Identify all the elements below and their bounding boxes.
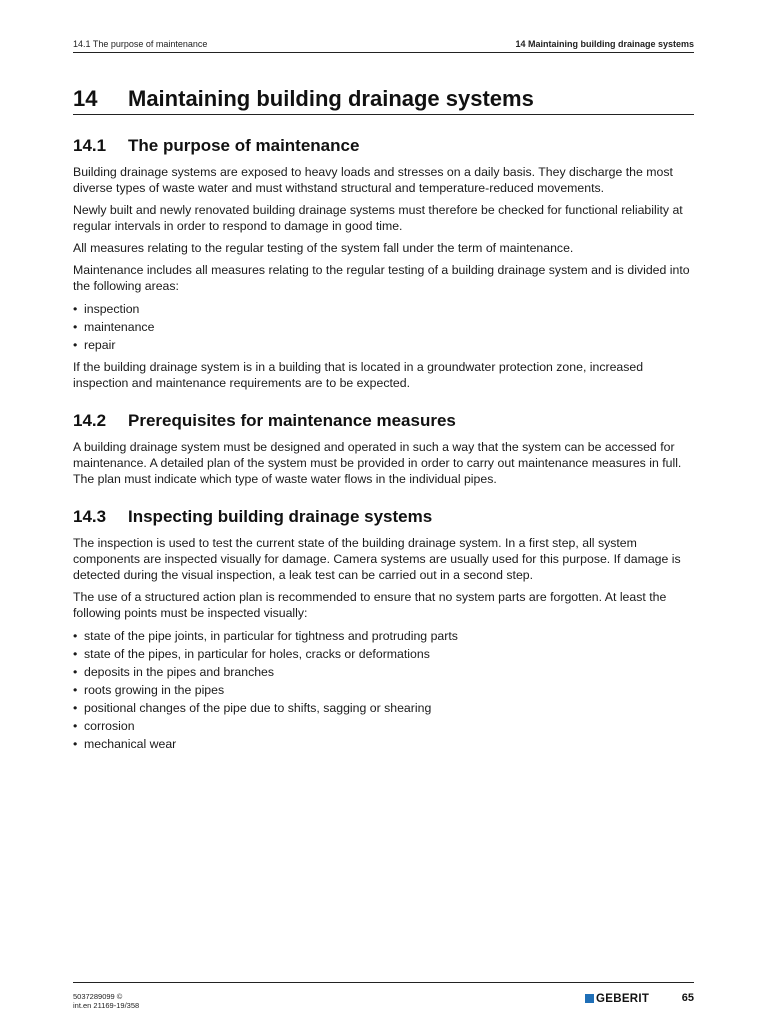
footer-divider bbox=[73, 982, 694, 983]
doc-reference: int.en 21169-19/358 bbox=[73, 1001, 140, 1010]
document-page bbox=[73, 0, 694, 1024]
section-number: 14.2 bbox=[73, 411, 107, 430]
chapter-number: 14 bbox=[73, 86, 98, 111]
paragraph: Newly built and newly renovated building drainage systems must therefore be checked for functional reliability at regular intervals in order to respond to damage in good time. bbox=[73, 203, 683, 233]
running-header bbox=[73, 39, 694, 53]
list-item: • positional changes of the pipe due to shifts, sagging or shearing bbox=[73, 699, 694, 717]
header-chapter-label: 14 Maintaining building drainage systems bbox=[515, 39, 694, 49]
list-item: • maintenance bbox=[73, 318, 694, 336]
list-item: • inspection bbox=[73, 300, 694, 318]
list-item: • state of the pipes, in particular for holes, cracks or deformations bbox=[73, 645, 694, 663]
inspection-points-list bbox=[73, 627, 694, 753]
paragraph: A building drainage system must be designed and operated in such a way that the system can be accessed for maintenance. A detailed plan of the system must be provided in order to carry out maintenance measures in full. The plan must indicate which type of waste water flows in the individual pipes. bbox=[73, 440, 682, 486]
logo-wordmark: GEBERIT bbox=[596, 992, 650, 1005]
paragraph: Building drainage systems are exposed to heavy loads and stresses on a daily basis. They discharge the most diverse types of waste water and must withstand structural and temperature-reduced movements. bbox=[73, 165, 673, 195]
paragraph: Maintenance includes all measures relating to the regular testing of a building drainage system and is divided into the following areas: bbox=[73, 263, 690, 293]
paragraph: The inspection is used to test the current state of the building drainage system. In a first step, all system components are inspected visually for damage. Camera systems are usually used for this purpose. If damage is detected during the visual inspection, a leak test can be carried out in a second step. bbox=[73, 536, 681, 582]
section-heading bbox=[73, 411, 694, 431]
list-item: • state of the pipe joints, in particular for tightness and protruding parts bbox=[73, 627, 694, 645]
section-number: 14.3 bbox=[73, 507, 107, 526]
footer-doc-info bbox=[73, 992, 139, 1010]
paragraph: If the building drainage system is in a building that is located in a groundwater protection zone, increased inspection and maintenance requirements are to be expected. bbox=[73, 360, 644, 390]
list-item: • corrosion bbox=[73, 717, 694, 735]
page-content bbox=[73, 136, 694, 758]
doc-number: 5037289099 © bbox=[73, 992, 123, 1001]
section-title: Inspecting building drainage systems bbox=[128, 507, 433, 526]
section-number: 14.1 bbox=[73, 136, 107, 155]
chapter-title bbox=[73, 86, 694, 115]
geberit-logo bbox=[585, 992, 649, 1005]
section-title: Prerequisites for maintenance measures bbox=[128, 411, 456, 430]
section-title: The purpose of maintenance bbox=[128, 136, 360, 155]
paragraph: All measures relating to the regular testing of the system fall under the term of maintenance. bbox=[73, 241, 574, 255]
section-14-2 bbox=[73, 411, 694, 487]
maintenance-areas-list bbox=[73, 300, 694, 354]
list-item: • repair bbox=[73, 336, 694, 354]
list-item: • roots growing in the pipes bbox=[73, 681, 694, 699]
page-number: 65 bbox=[681, 992, 694, 1004]
section-14-1 bbox=[73, 136, 694, 391]
list-item: • deposits in the pipes and branches bbox=[73, 663, 694, 681]
header-section-label: 14.1 The purpose of maintenance bbox=[73, 39, 208, 49]
logo-square-icon bbox=[585, 994, 594, 1003]
section-14-3 bbox=[73, 507, 694, 753]
section-heading bbox=[73, 507, 694, 527]
paragraph: The use of a structured action plan is recommended to ensure that no system parts are forgotten. At least the following points must be inspected visually: bbox=[73, 590, 667, 620]
section-heading bbox=[73, 136, 694, 156]
chapter-title-text: Maintaining building drainage systems bbox=[128, 86, 534, 111]
list-item: • mechanical wear bbox=[73, 735, 694, 753]
